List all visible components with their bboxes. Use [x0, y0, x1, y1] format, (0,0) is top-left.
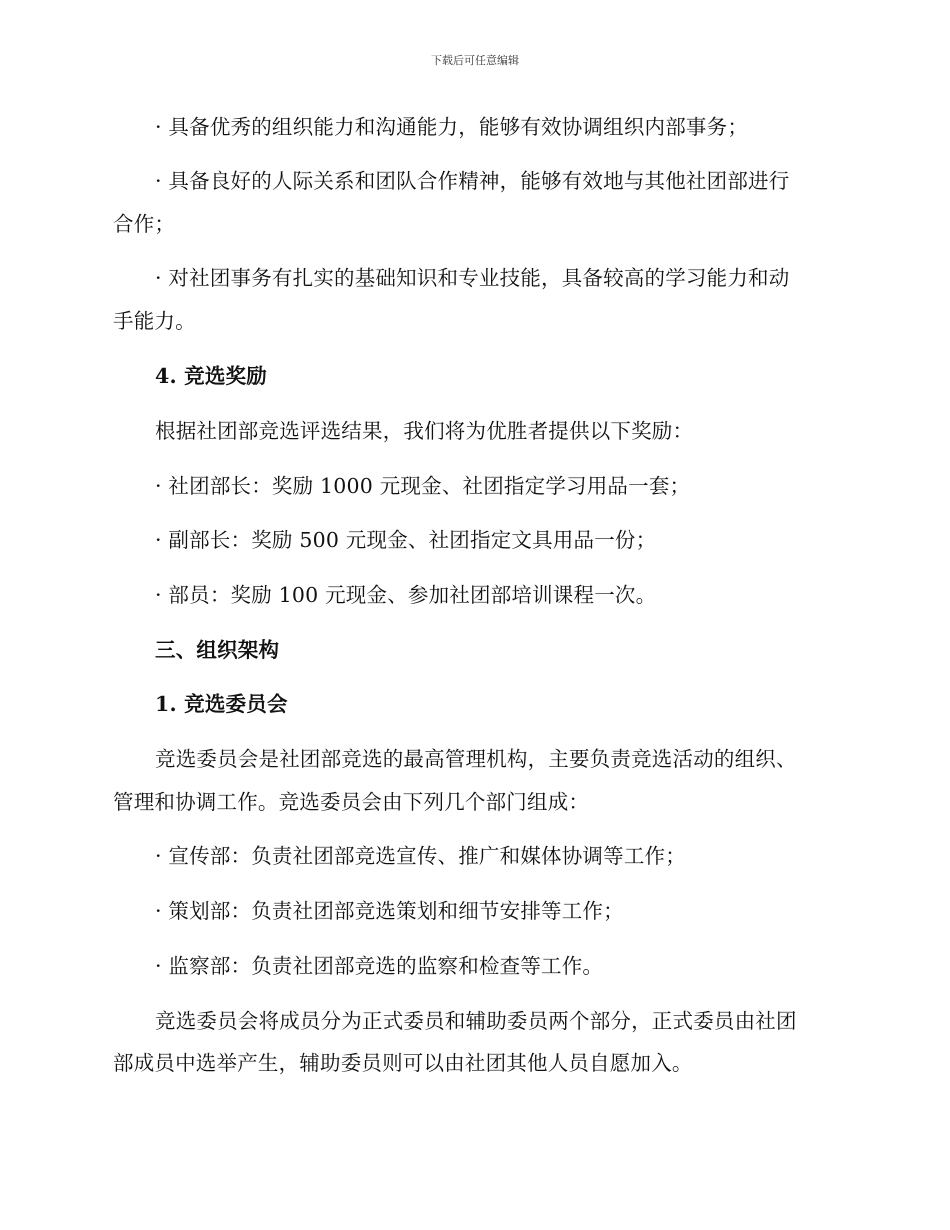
paragraph-continuation: 部成员中选举产生，辅助委员则可以由社团其他人员自愿加入。	[113, 1051, 693, 1075]
award-item: · 副部长：奖励 500 元现金、社团指定文具用品一份；	[155, 528, 657, 552]
section-heading-committee: 1. 竞选委员会	[155, 692, 288, 716]
section-heading-awards: 4. 竞选奖励	[155, 364, 267, 388]
department-item: · 宣传部：负责社团部竞选宣传、推广和媒体协调等工作；	[155, 844, 686, 868]
award-item: · 社团部长：奖励 1000 元现金、社团指定学习用品一套；	[155, 474, 691, 498]
award-item: · 部员：奖励 100 元现金、参加社团部培训课程一次。	[155, 583, 657, 607]
paragraph: 根据社团部竞选评选结果，我们将为优胜者提供以下奖励：	[155, 419, 694, 443]
paragraph-continuation: 管理和协调工作。竞选委员会由下列几个部门组成：	[113, 790, 590, 814]
section-heading-organization: 三、组织架构	[155, 638, 280, 662]
page-header: 下载后可任意编辑	[431, 54, 519, 67]
department-item: · 策划部：负责社团部竞选策划和细节安排等工作；	[155, 899, 624, 923]
department-item: · 监察部：负责社团部竞选的监察和检查等工作。	[155, 954, 604, 978]
requirement-item: · 对社团事务有扎实的基础知识和专业技能，具备较高的学习能力和动	[155, 266, 790, 290]
paragraph: 竞选委员会是社团部竞选的最高管理机构，主要负责竞选活动的组织、	[155, 747, 797, 771]
requirement-item: · 具备优秀的组织能力和沟通能力，能够有效协调组织内部事务；	[155, 115, 749, 139]
requirement-item-continuation: 合作；	[113, 212, 176, 236]
requirement-item: · 具备良好的人际关系和团队合作精神，能够有效地与其他社团部进行	[155, 169, 790, 193]
paragraph: 竞选委员会将成员分为正式委员和辅助委员两个部分，正式委员由社团	[155, 1009, 797, 1033]
requirement-item-continuation: 手能力。	[113, 309, 196, 333]
